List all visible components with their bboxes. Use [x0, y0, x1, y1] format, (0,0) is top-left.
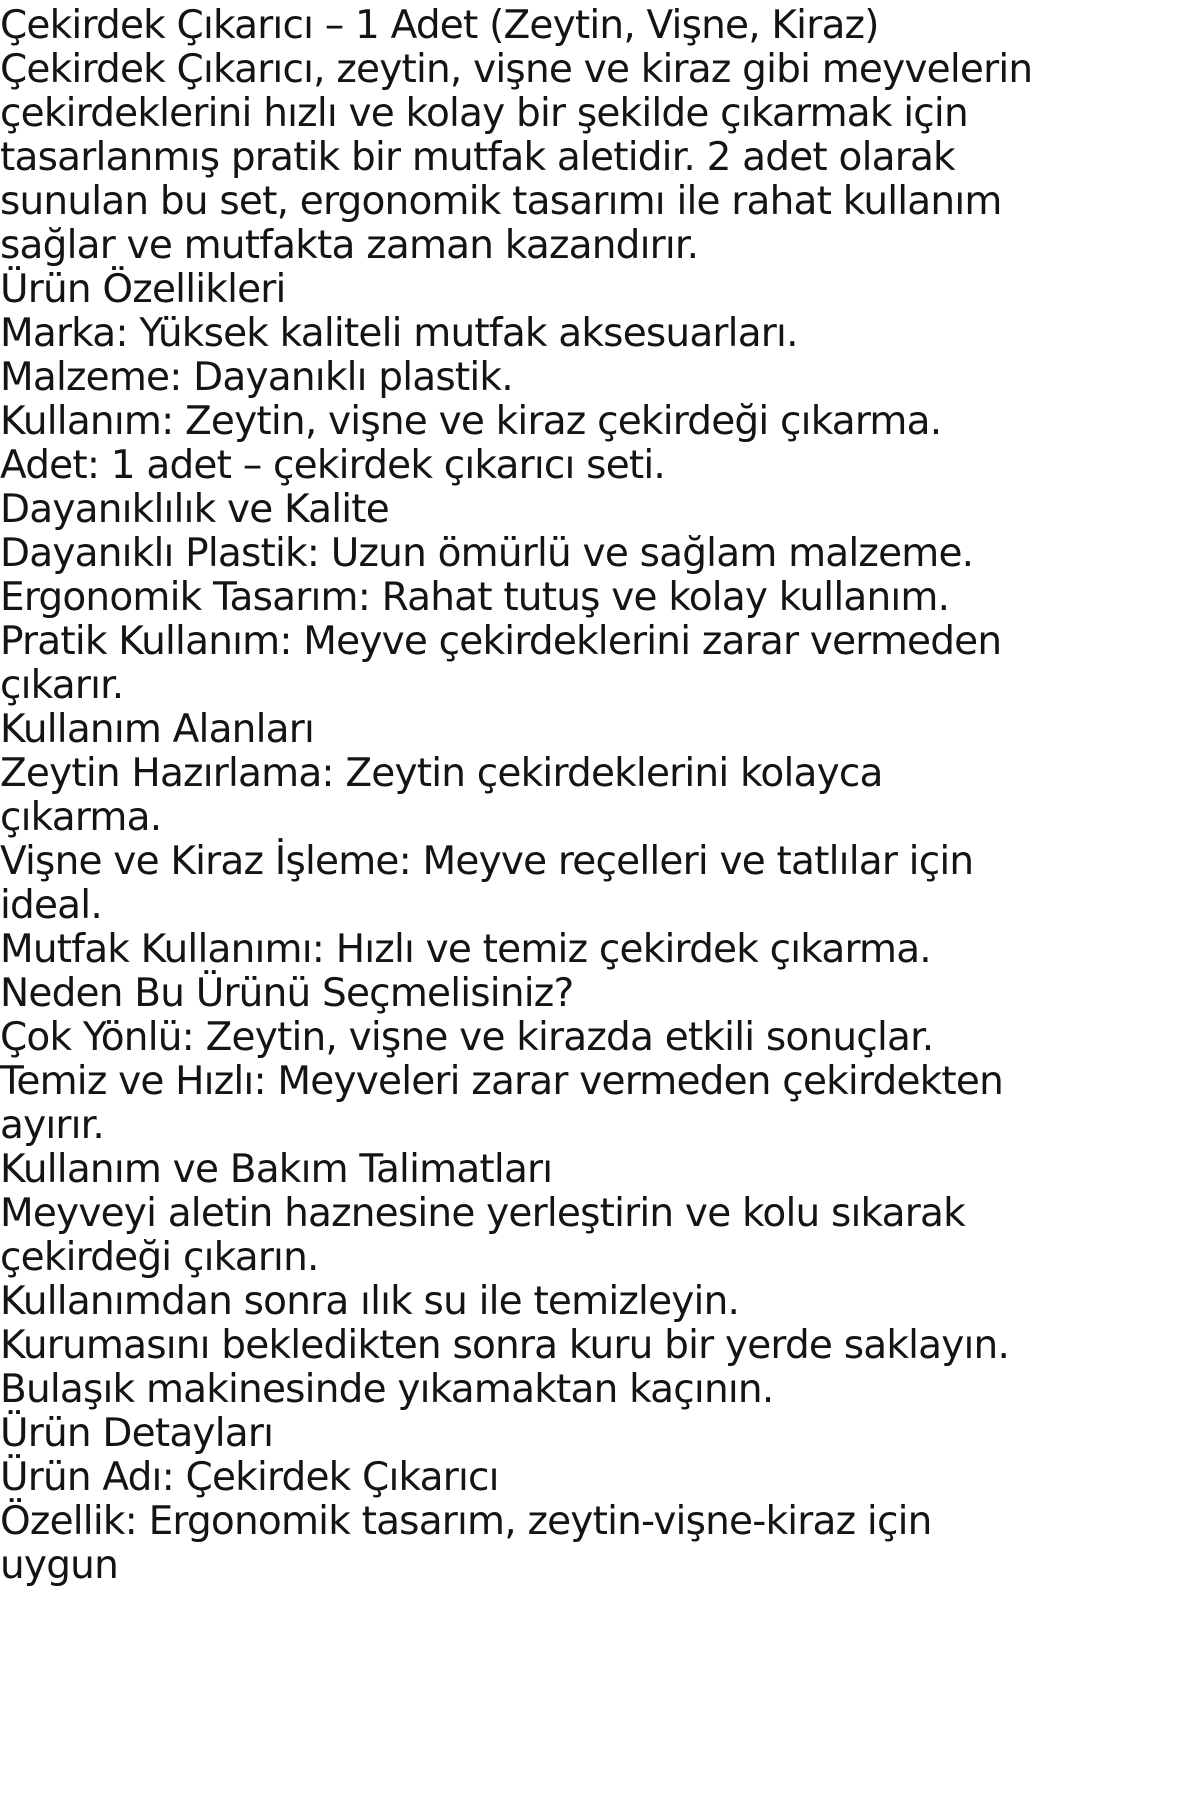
usage-area-line: Zeytin Hazırlama: Zeytin çekirdeklerini kolayca — [0, 751, 883, 796]
section-heading-kullanim-alanlari: Kullanım Alanları — [0, 707, 314, 752]
care-instruction-line: Meyveyi aletin haznesine yerleştirin ve kolu sıkarak — [0, 1191, 965, 1236]
detail-line: Özellik: Ergonomik tasarım, zeytin-vişne-kiraz için — [0, 1499, 932, 1544]
usage-area-line: ideal. — [0, 883, 102, 928]
care-instruction-line: çekirdeği çıkarın. — [0, 1235, 319, 1280]
product-title: Çekirdek Çıkarıcı – 1 Adet (Zeytin, Vişne, Kiraz) — [0, 3, 879, 48]
section-heading-dayaniklilik: Dayanıklılık ve Kalite — [0, 487, 389, 532]
usage-area-line: çıkarma. — [0, 795, 162, 840]
intro-line: çekirdeklerini hızlı ve kolay bir şekilde çıkarmak için — [0, 91, 968, 136]
care-instruction-line: Kurumasını bekledikten sonra kuru bir yerde saklayın. — [0, 1323, 1010, 1368]
intro-line: sağlar ve mutfakta zaman kazandırır. — [0, 223, 699, 268]
section-heading-urun-ozellikleri: Ürün Özellikleri — [0, 267, 286, 312]
durability-line: Ergonomik Tasarım: Rahat tutuş ve kolay kullanım. — [0, 575, 950, 620]
section-heading-urun-detaylari: Ürün Detayları — [0, 1411, 274, 1456]
section-heading-neden-bu-urun: Neden Bu Ürünü Seçmelisiniz? — [0, 971, 574, 1016]
durability-line: Dayanıklı Plastik: Uzun ömürlü ve sağlam malzeme. — [0, 531, 974, 576]
detail-line: Ürün Adı: Çekirdek Çıkarıcı — [0, 1455, 499, 1500]
durability-line: çıkarır. — [0, 663, 124, 708]
durability-line: Pratik Kullanım: Meyve çekirdeklerini zarar vermeden — [0, 619, 1002, 664]
detail-line: uygun — [0, 1543, 118, 1588]
care-instruction-line: Kullanımdan sonra ılık su ile temizleyin. — [0, 1279, 740, 1324]
usage-area-line: Vişne ve Kiraz İşleme: Meyve reçelleri ve tatlılar için — [0, 839, 974, 884]
intro-line: sunulan bu set, ergonomik tasarımı ile rahat kullanım — [0, 179, 1002, 224]
feature-line: Kullanım: Zeytin, vişne ve kiraz çekirdeği çıkarma. — [0, 399, 942, 444]
intro-line: Çekirdek Çıkarıcı, zeytin, vişne ve kiraz gibi meyvelerin — [0, 47, 1033, 92]
feature-line: Marka: Yüksek kaliteli mutfak aksesuarları. — [0, 311, 798, 356]
care-instruction-line: Bulaşık makinesinde yıkamaktan kaçının. — [0, 1367, 774, 1412]
intro-line: tasarlanmış pratik bir mutfak aletidir. 2 adet olarak — [0, 135, 955, 180]
reason-line: Çok Yönlü: Zeytin, vişne ve kirazda etkili sonuçlar. — [0, 1015, 934, 1060]
feature-line: Adet: 1 adet – çekirdek çıkarıcı seti. — [0, 443, 666, 488]
reason-line: Temiz ve Hızlı: Meyveleri zarar vermeden çekirdekten — [0, 1059, 1004, 1104]
usage-area-line: Mutfak Kullanımı: Hızlı ve temiz çekirdek çıkarma. — [0, 927, 931, 972]
section-heading-bakim-talimatlari: Kullanım ve Bakım Talimatları — [0, 1147, 553, 1192]
reason-line: ayırır. — [0, 1103, 104, 1148]
feature-line: Malzeme: Dayanıklı plastik. — [0, 355, 513, 400]
